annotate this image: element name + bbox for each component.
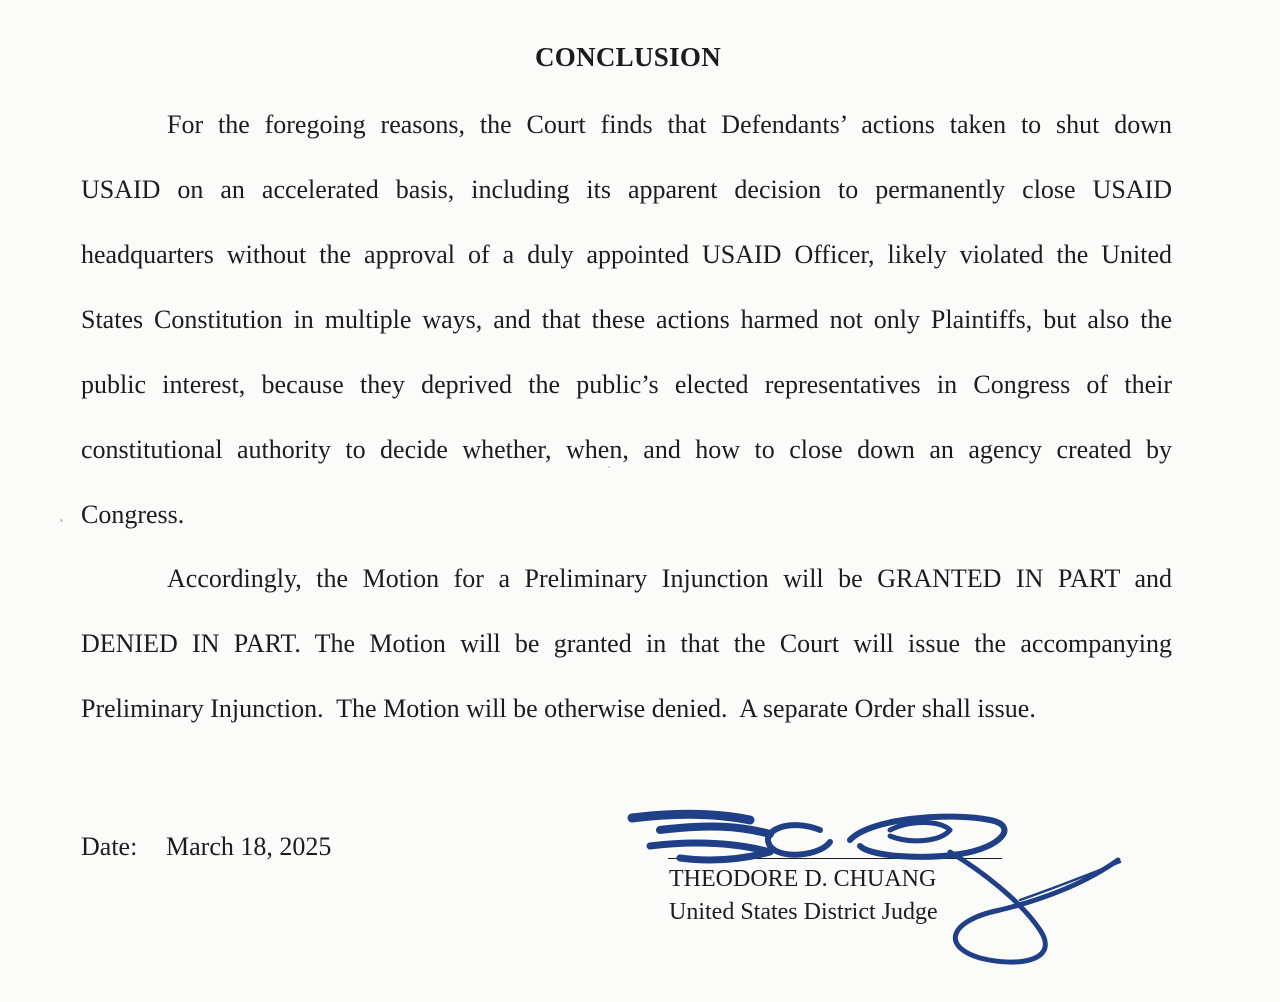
paragraph-1-line-6: constitutional authority to decide whether, when, and how to close down an agency created by bbox=[81, 435, 1172, 464]
signatory-title: United States District Judge bbox=[669, 899, 938, 925]
paragraph-1-line-4: States Constitution in multiple ways, and that these actions harmed not only Plaintiffs, but also the bbox=[81, 305, 1172, 334]
date-value: March 18, 2025 bbox=[166, 832, 332, 861]
date-label: Date: bbox=[81, 832, 138, 861]
paragraph-2-line-3: Preliminary Injunction. The Motion will be otherwise denied. A separate Order shall issue. bbox=[81, 694, 1036, 723]
paragraph-1-line-7: Congress. bbox=[81, 500, 185, 529]
paragraph-2-line-2: DENIED IN PART. The Motion will be granted in that the Court will issue the accompanying bbox=[81, 629, 1172, 658]
paragraph-1-line-5: public interest, because they deprived the public’s elected representatives in Congress of their bbox=[81, 370, 1172, 399]
handwritten-signature bbox=[620, 790, 1140, 980]
paper-speck bbox=[60, 519, 63, 522]
paragraph-2-line-1: Accordingly, the Motion for a Preliminary Injunction will be GRANTED IN PART and bbox=[167, 564, 1172, 593]
signatory-name: THEODORE D. CHUANG bbox=[669, 866, 937, 892]
paper-speck bbox=[608, 466, 610, 468]
paragraph-1-line-3: headquarters without the approval of a duly appointed USAID Officer, likely violated the United bbox=[81, 240, 1172, 269]
paragraph-1-line-2: USAID on an accelerated basis, including its apparent decision to permanently close USAID bbox=[81, 175, 1172, 204]
section-heading: CONCLUSION bbox=[534, 42, 722, 72]
paragraph-1-line-1: For the foregoing reasons, the Court finds that Defendants’ actions taken to shut down bbox=[167, 110, 1172, 139]
